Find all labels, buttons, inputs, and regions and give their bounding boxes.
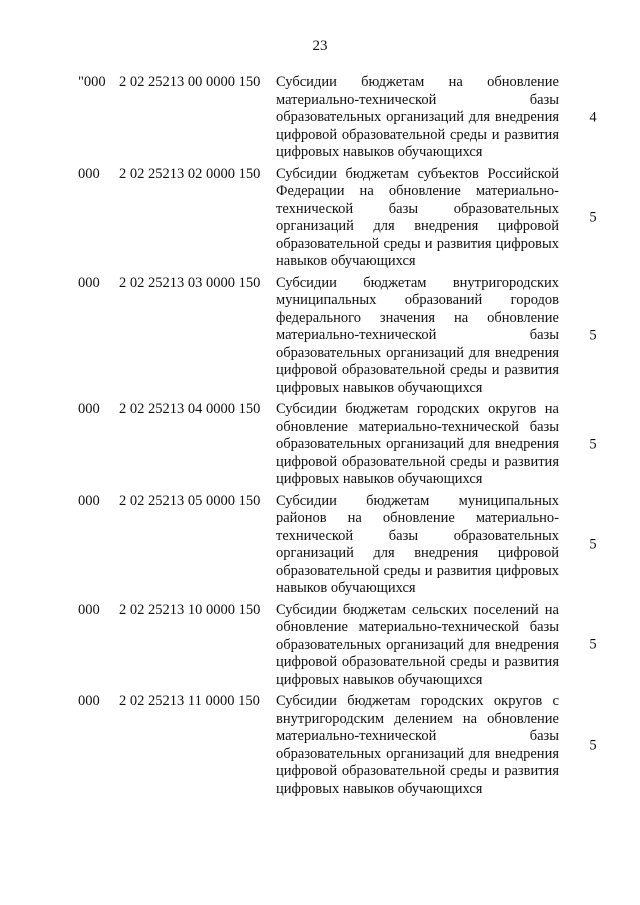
table-row: [78, 493, 608, 598]
admin-code: "000: [78, 74, 106, 90]
amount-value: 5: [589, 737, 597, 753]
kbk-code: 2 02 25213 04 0000 150: [119, 401, 261, 417]
amount-value: 5: [589, 436, 597, 453]
page-number: 23: [312, 38, 328, 54]
kbk-code: 2 02 25213 00 0000 150: [119, 74, 261, 90]
admin-code: 000: [78, 401, 100, 417]
income-name: Субсидии бюджетам муниципальных районов на обновление материально-технической базы образовательных организаций для внедрения цифровой образовательной среды и развития цифровых навыков обучающихся: [276, 492, 559, 596]
table-row: [78, 602, 608, 690]
kbk-code: 2 02 25213 05 0000 150: [119, 492, 261, 509]
income-name: Субсидии бюджетам городских округов с внутригородским делением на обновление материально-технической базы образовательных организаций для внедрения цифровой образовательной среды и развития цифровых навыков обучающихся: [276, 693, 559, 797]
income-name: Субсидии бюджетам субъектов Российской Федерации на обновление материально-технической базы образовательных организаций для внедрения цифровой образовательной среды и развития цифровых навыков обучающихся: [276, 165, 559, 269]
budget-table: [78, 74, 608, 802]
admin-code: 000: [78, 492, 100, 509]
kbk-code: 2 02 25213 02 0000 150: [119, 165, 261, 182]
admin-code: 000: [78, 601, 100, 618]
amount-value: 5: [589, 209, 597, 226]
admin-code: 000: [78, 165, 100, 182]
income-name: Субсидии бюджетам городских округов на обновление материально-технической базы образовательных организаций для внедрения цифровой образовательной среды и развития цифровых навыков обучающихся: [276, 401, 559, 487]
table-row: [78, 166, 608, 271]
admin-code: 000: [78, 274, 100, 291]
table-row: [78, 74, 608, 162]
amount-value: 5: [589, 536, 597, 553]
admin-code: 000: [78, 693, 100, 709]
amount-value: 5: [589, 636, 597, 653]
kbk-code: 2 02 25213 03 0000 150: [119, 274, 261, 291]
amount-value: 5: [589, 327, 597, 344]
amount-value: 4: [589, 109, 597, 126]
kbk-code: 2 02 25213 10 0000 150: [119, 601, 261, 618]
income-name: Субсидии бюджетам сельских поселений на обновление материально-технической базы образовательных организаций для внедрения цифровой образовательной среды и развития цифровых навыков обучающихся: [276, 601, 559, 688]
kbk-code: 2 02 25213 11 0000 150: [119, 693, 260, 709]
table-row: [78, 693, 608, 798]
table-row: [78, 275, 608, 398]
table-row: [78, 401, 608, 489]
income-name: Субсидии бюджетам внутригородских муниципальных образований городов федерального значения на обновление материально-технической базы образовательных организаций для внедрения цифровой образовательной среды и развития цифровых навыков обучающихся: [276, 274, 559, 396]
income-name: Субсидии бюджетам на обновление материально-технической базы образовательных организаций для внедрения цифровой образовательной среды и развития цифровых навыков обучающихся: [276, 74, 559, 160]
